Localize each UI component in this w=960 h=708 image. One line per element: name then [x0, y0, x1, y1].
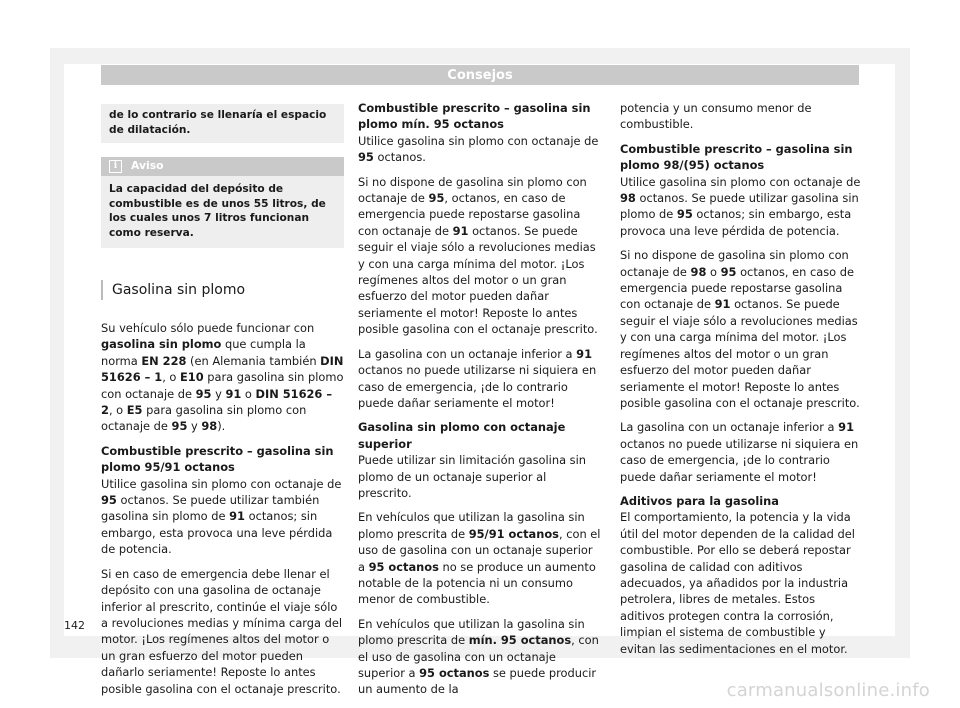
- subheading: Combustible prescrito – gasolina sin plomo 95/91 octanos: [101, 443, 334, 475]
- text-run: , octanos, en caso de emergencia puede repostarse gasolina con octanaje de: [358, 191, 581, 238]
- chapter-header: [101, 65, 859, 85]
- bold-text: 95: [676, 207, 693, 222]
- bold-text: 95: [358, 150, 374, 165]
- info-icon: i: [109, 160, 122, 173]
- bold-text: 95 octanos: [419, 666, 490, 680]
- column-2: [358, 100, 601, 706]
- bold-text: DIN 51626 – 2: [101, 386, 333, 418]
- bold-text: DIN 51626 – 1: [101, 353, 344, 385]
- paragraph: [358, 509, 601, 607]
- text-run: Utilice gasolina sin plomo con octanaje de: [620, 174, 861, 189]
- subheading: Combustible prescrito – gasolina sin plomo mín. 95 octanos: [358, 101, 591, 132]
- text-run: , o: [162, 370, 181, 385]
- paragraph: [101, 320, 344, 435]
- bold-text: 95: [101, 493, 117, 508]
- text-run: octanos; sin embargo, esta provoca una leve pérdida de potencia.: [101, 509, 333, 557]
- bold-text: 91: [225, 386, 242, 401]
- text-run: En vehículos que utilizan la gasolina sin plomo prescrita de: [358, 510, 585, 541]
- text-run: Utilice gasolina sin plomo con octanaje de: [358, 133, 599, 148]
- bold-text: 91: [838, 420, 854, 435]
- paragraph: [620, 174, 863, 240]
- bold-text: 91: [576, 346, 592, 361]
- aviso-header: [101, 157, 344, 176]
- subheading: Gasolina sin plomo con octanaje superior: [358, 420, 566, 451]
- text-run: La gasolina con un octanaje inferior a: [620, 420, 839, 435]
- text-run: octanos. Se puede utilizar también gasolina sin plomo de: [101, 493, 320, 524]
- text-run: octanos. Se puede seguir el viaje sólo a revoluciones medias y con una carga mínima del motor. ¡Los regímenes altos del motor o un gran esfuerzo del motor pueden dañar seriamente el motor! Reposte lo antes posible gasolina con el octanaje prescrito.: [620, 297, 860, 410]
- text-run: Utilice gasolina sin plomo con octanaje de: [101, 476, 342, 491]
- text-run: octanos. Se puede seguir el viaje sólo a revoluciones medias y con una carga mínima del motor. ¡Los regímenes altos del motor o un gran esfuerzo del motor pueden dañar seriamente el motor! Reposte lo antes posible gasolina con el octanaje prescrito.: [358, 223, 598, 337]
- text-run: para gasolina sin plomo con octanaje de: [101, 370, 344, 401]
- bold-text: 91: [452, 223, 469, 238]
- note-text: de lo contrario se llenaría el espacio de dilatación.: [109, 109, 327, 136]
- bold-text: gasolina sin plomo: [101, 337, 222, 352]
- bold-text: EN 228: [141, 353, 187, 368]
- paragraph: [358, 346, 601, 412]
- note-box: [101, 104, 344, 143]
- section-title: Gasolina sin plomo: [101, 280, 344, 300]
- paragraph: El comportamiento, la potencia y la vida útil del motor dependen de la calidad del combustible. Por ello se deberá repostar gasolina de calidad con aditivos adecuados, ya añadidos por la industria petrolera, libres de metales. Estos aditivos protegen contra la corrosión, limpian el sistema de combustible y evitan las sedimentaciones en el motor.: [620, 510, 855, 656]
- text-run: octanos; sin embargo, esta provoca una leve pérdida de potencia.: [620, 207, 852, 238]
- bold-text: mín. 95 octanos: [468, 633, 572, 648]
- text-run: (en Alemania también: [186, 353, 321, 368]
- paragraph: [358, 174, 601, 338]
- text-run: Su vehículo sólo puede funcionar con: [101, 321, 315, 335]
- paragraph: [358, 133, 601, 166]
- text-run: La gasolina con un octanaje inferior a: [358, 346, 577, 361]
- bold-text: 91: [714, 297, 731, 312]
- paragraph: [620, 247, 863, 411]
- paragraph: [101, 476, 344, 558]
- bold-text: 95 octanos: [368, 559, 439, 574]
- bold-text: 98: [620, 191, 636, 206]
- text-run: octanos.: [373, 150, 426, 165]
- column-3: [620, 100, 863, 665]
- aviso-text: La capacidad del depósito de combustible es de unos 55 litros, de los cuales unos 7 litros funcionan como reserva.: [109, 183, 326, 239]
- aviso-box: [101, 157, 344, 248]
- watermark: carmanualsonline.info: [726, 680, 930, 701]
- text-run: Si no dispone de gasolina sin plomo con octanaje de: [358, 174, 587, 206]
- paragraph: [358, 616, 601, 698]
- text-run: octanos, en caso de emergencia puede repostarse gasolina con octanaje de: [620, 264, 854, 312]
- text-run: se puede producir un aumento de la: [358, 666, 597, 697]
- bold-text: E10: [180, 370, 204, 385]
- subheading: Aditivos para la gasolina: [620, 493, 779, 508]
- text-run: para gasolina sin plomo con octanaje de: [101, 403, 307, 434]
- text-run: En vehículos que utilizan la gasolina sin plomo prescrita de: [358, 616, 585, 648]
- bold-text: 95/91 octanos: [468, 526, 559, 541]
- bold-text: 95: [171, 419, 188, 434]
- text-run: octanos. Se puede utilizar gasolina sin plomo de: [620, 191, 859, 222]
- text-run: , o: [108, 403, 127, 418]
- subheading: Combustible prescrito – gasolina sin plomo 98/(95) octanos: [620, 141, 853, 173]
- text-run: ).: [217, 419, 226, 434]
- text-run: o: [706, 264, 721, 279]
- text-run: y: [187, 419, 202, 434]
- paragraph: Si en caso de emergencia debe llenar el depósito con una gasolina de octanaje inferior al prescrito, continúe el viaje sólo a revoluciones medias y mínima carga del motor. ¡Los regímenes altos del motor o un gran esfuerzo del motor pueden dañarlo seriamente! Reposte lo antes posible gasolina con el octanaje prescrito.: [101, 566, 343, 696]
- aviso-title: Aviso: [131, 159, 164, 173]
- text-run: y: [211, 386, 226, 401]
- bold-text: 95: [428, 191, 445, 206]
- text-run: , con el uso de gasolina con un octanaje superior a: [358, 633, 599, 680]
- bold-text: 98: [690, 264, 707, 279]
- chapter-title: Consejos: [447, 67, 513, 83]
- text-run: o: [241, 386, 256, 401]
- page-number: 142: [64, 619, 85, 632]
- text-run: octanos no puede utilizarse ni siquiera en caso de emergencia, ¡de lo contrario puede dañar seriamente el motor!: [358, 363, 597, 410]
- text-run: Si no dispone de gasolina sin plomo con octanaje de: [620, 248, 849, 279]
- bold-text: 95: [195, 386, 212, 401]
- text-run: que cumpla la norma: [101, 337, 306, 368]
- column-1: [101, 104, 344, 705]
- paragraph: potencia y un consumo menor de combustible.: [620, 101, 812, 132]
- text-run: , con el uso de gasolina con un octanaje superior a: [358, 526, 601, 574]
- text-run: octanos no puede utilizarse ni siquiera en caso de emergencia, ¡de lo contrario puede dañar seriamente el motor!: [620, 436, 859, 484]
- bold-text: 91: [229, 509, 245, 524]
- text-run: no se produce un aumento notable de la potencia ni un consumo menor de combustible.: [358, 559, 596, 607]
- bold-text: E5: [126, 403, 143, 418]
- bold-text: 98: [201, 419, 218, 434]
- bold-text: 95: [720, 264, 737, 279]
- paragraph: Puede utilizar sin limitación gasolina sin plomo de un octanaje superior al prescrito.: [358, 453, 586, 500]
- paragraph: [620, 419, 863, 485]
